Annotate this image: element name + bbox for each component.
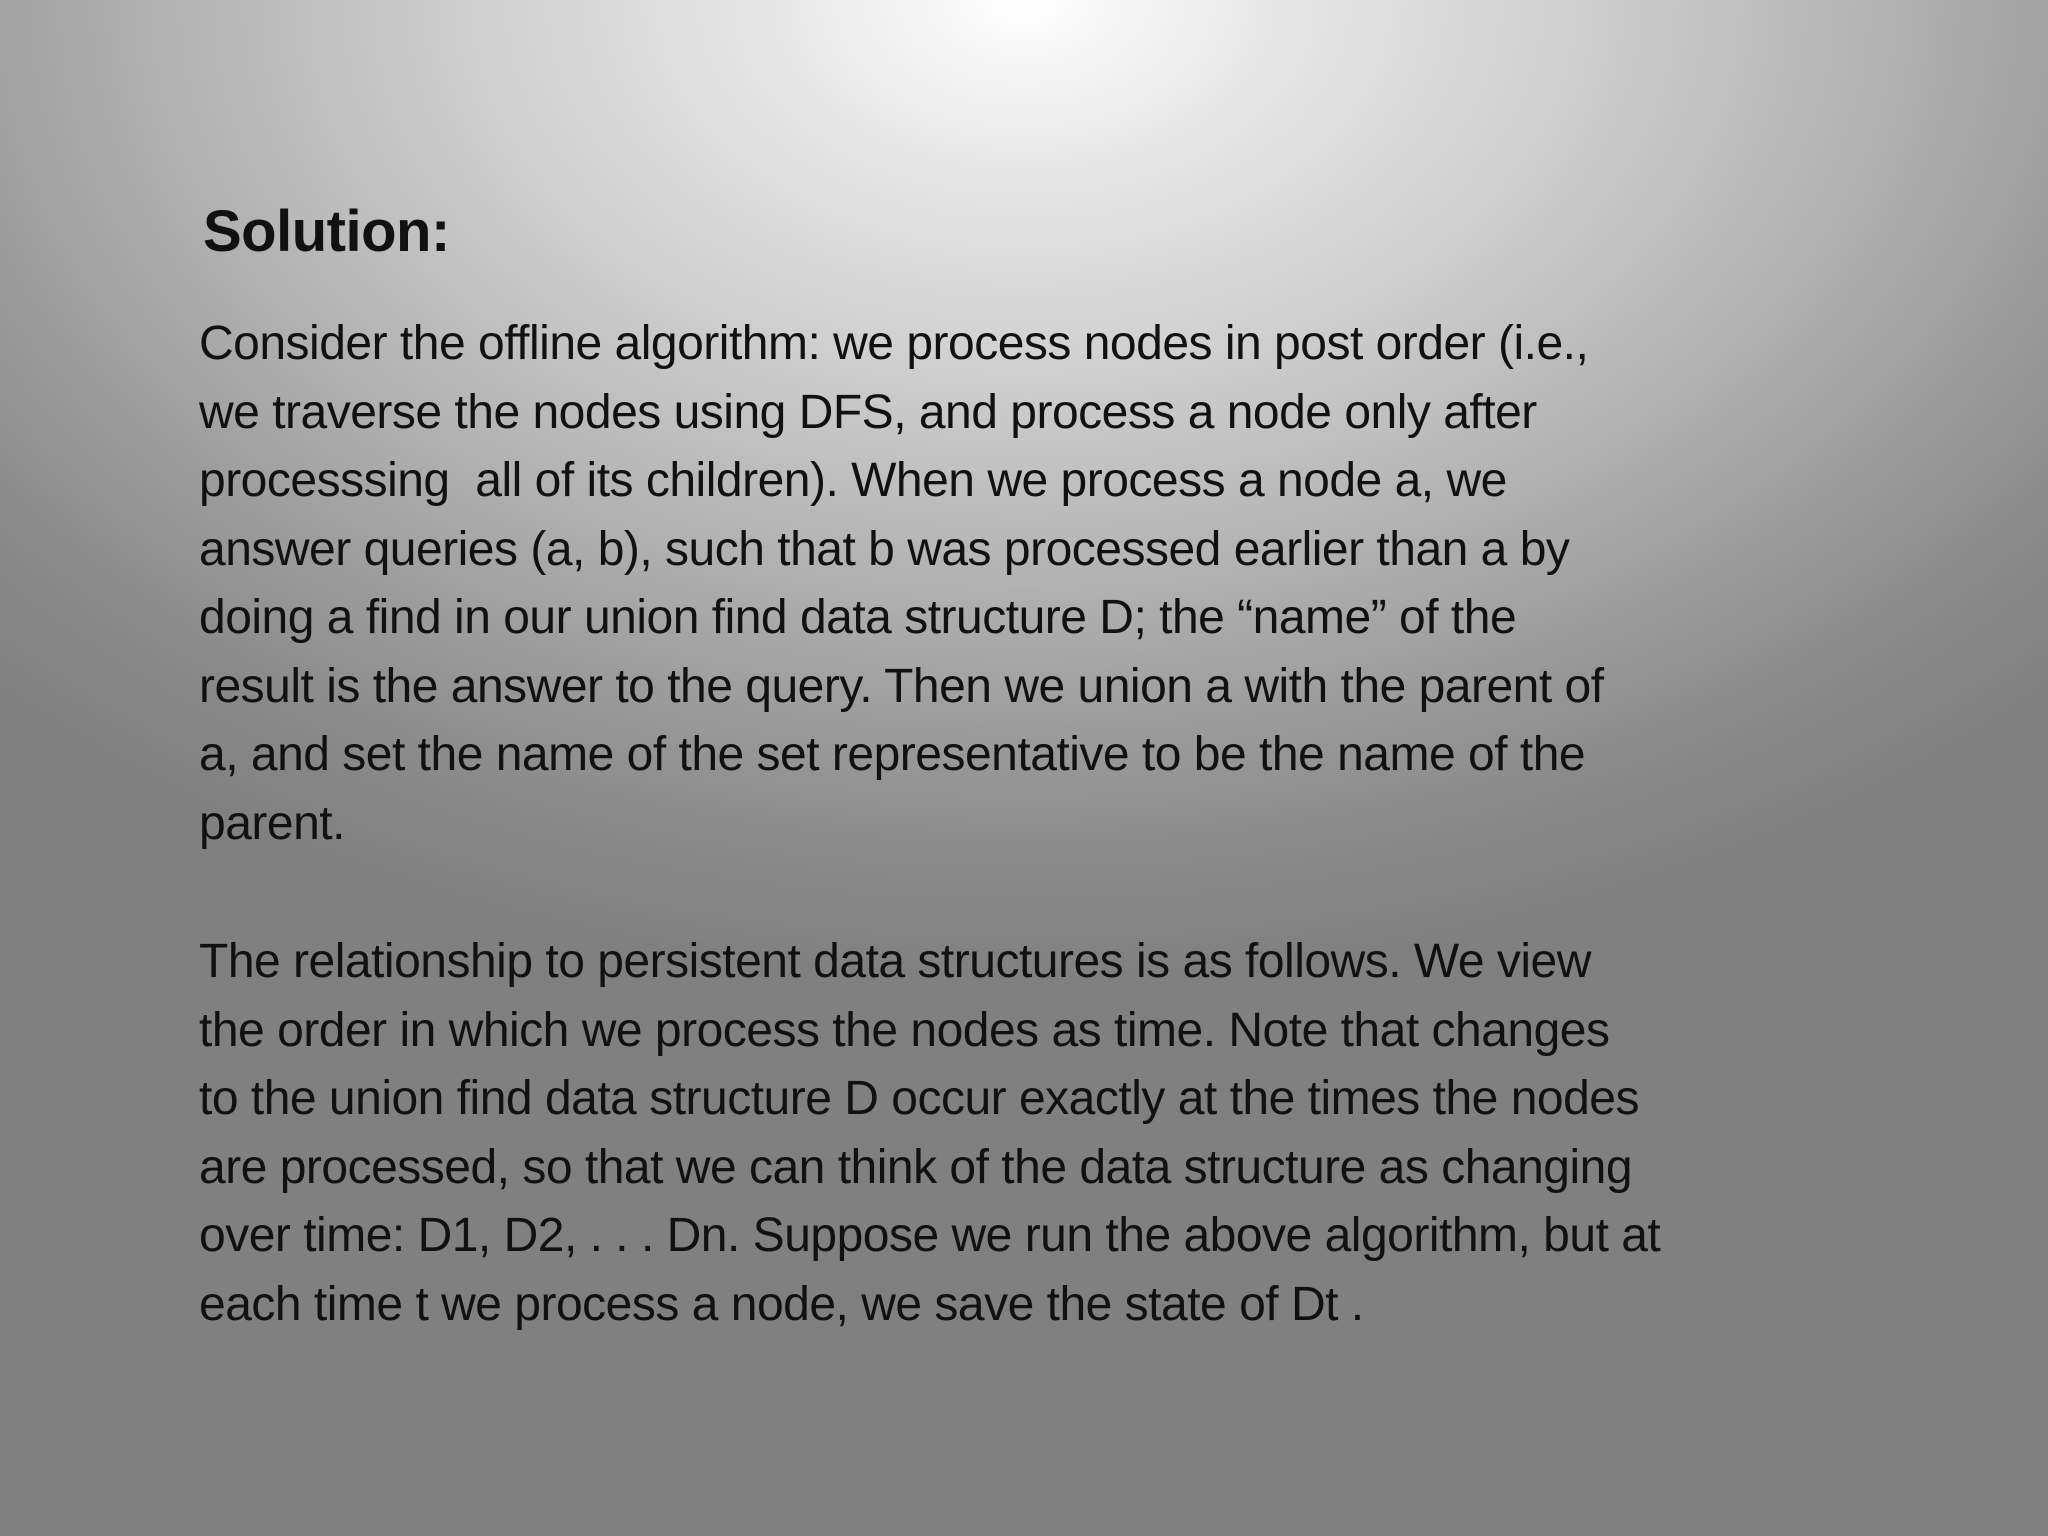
slide-title: Solution: (203, 199, 450, 264)
text-line: over time: D1, D2, . . . Dn. Suppose we run the above algorithm, but at (199, 1209, 1661, 1262)
paragraph-offline-algorithm (199, 310, 1839, 858)
text-line: The relationship to persistent data structures is as follows. We view (199, 935, 1591, 988)
text-line: result is the answer to the query. Then we union a with the parent of (199, 659, 1604, 713)
text-line: processsing all of its children). When we process a node a, we (199, 454, 1507, 507)
text-line: a, and set the name of the set representative to be the name of the (199, 728, 1586, 781)
text-line: each time t we process a node, we save the state of Dt . (199, 1277, 1364, 1331)
text-line: answer queries (a, b), such that b was processed earlier than a by (199, 522, 1570, 576)
text-line: we traverse the nodes using DFS, and process a node only after (199, 385, 1537, 439)
text-line: Consider the offline algorithm: we process nodes in post order (i.e., (199, 317, 1589, 370)
text-line: doing a find in our union find data structure D; the “name” of the (199, 591, 1517, 644)
text-line: are processed, so that we can think of the data structure as changing (199, 1140, 1633, 1194)
paragraph-persistent-structures (199, 928, 1839, 1339)
text-line: parent. (199, 796, 345, 850)
text-line: to the union find data structure D occur exactly at the times the nodes (199, 1072, 1639, 1125)
text-line: the order in which we process the nodes as time. Note that changes (199, 1003, 1610, 1057)
